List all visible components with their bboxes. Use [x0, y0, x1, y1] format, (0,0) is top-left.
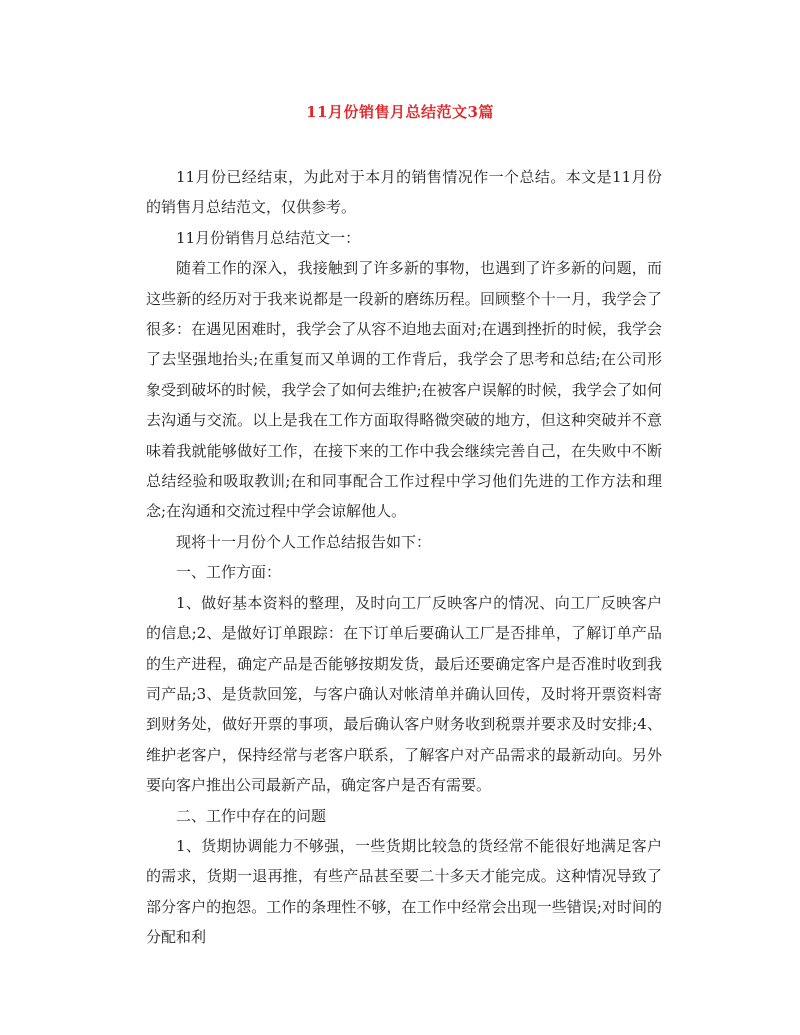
- paragraph-intro: 11月份已经结束，为此对于本月的销售情况作一个总结。本文是11月份的销售月总结范文，仅供参考。: [146, 168, 662, 217]
- paragraph-section-heading: 11月份销售月总结范文一：: [176, 228, 361, 247]
- document-title: 11月份销售月总结范文3篇: [306, 103, 494, 121]
- paragraph-problems: 1、货期协调能力不够强，一些货期比较急的货经常不能很好地满足客户的需求，货期一退再推，有些产品甚至要二十多天才能完成。这种情况导致了部分客户的抱怨。工作的条理性不够，在工作中经常会出现一些错误;对时间的分配和利: [146, 836, 662, 947]
- paragraph-work-items: 1、做好基本资料的整理，及时向工厂反映客户的情况、向工厂反映客户的信息;2、是做好订单跟踪：在下订单后要确认工厂是否排单，了解订单产品的生产进程，确定产品是否能够按期发货，最后还要确定客户是否准时收到我司产品;3、是货款回笼，与客户确认对帐清单并确认回传，及时将开票资料寄到财务处，做好开票的事项，最后确认客户财务收到税票并要求及时安排;4、维护老客户，保持经常与老客户联系，了解客户对产品需求的最新动向。另外要向客户推出公司最新产品，确定客户是否有需要。: [146, 593, 662, 795]
- paragraph-report-lead: 现将十一月份个人工作总结报告如下：: [176, 532, 432, 551]
- paragraph-work-heading: 一、工作方面：: [176, 563, 282, 582]
- paragraph-reflection: 随着工作的深入，我接触到了许多新的事物，也遇到了许多新的问题，而这些新的经历对于我来说都是一段新的磨练历程。回顾整个十一月，我学会了很多：在遇见困难时，我学会了从容不迫地去面对;在遇到挫折的时候，我学会了去坚强地抬头;在重复而又单调的工作背后，我学会了思考和总结;在公司形象受到破坏的时候，我学会了如何去维护;在被客户误解的时候，我学会了如何去沟通与交流。以上是我在工作方面取得略微突破的地方，但这种突破并不意味着我就能够做好工作，在接下来的工作中我会继续完善自己，在失败中不断总结经验和吸取教训;在和同事配合工作过程中学习他们先进的工作方法和理念;在沟通和交流过程中学会谅解他人。: [146, 259, 662, 521]
- paragraph-problems-heading: 二、工作中存在的问题: [176, 806, 327, 825]
- document-body: [146, 162, 662, 953]
